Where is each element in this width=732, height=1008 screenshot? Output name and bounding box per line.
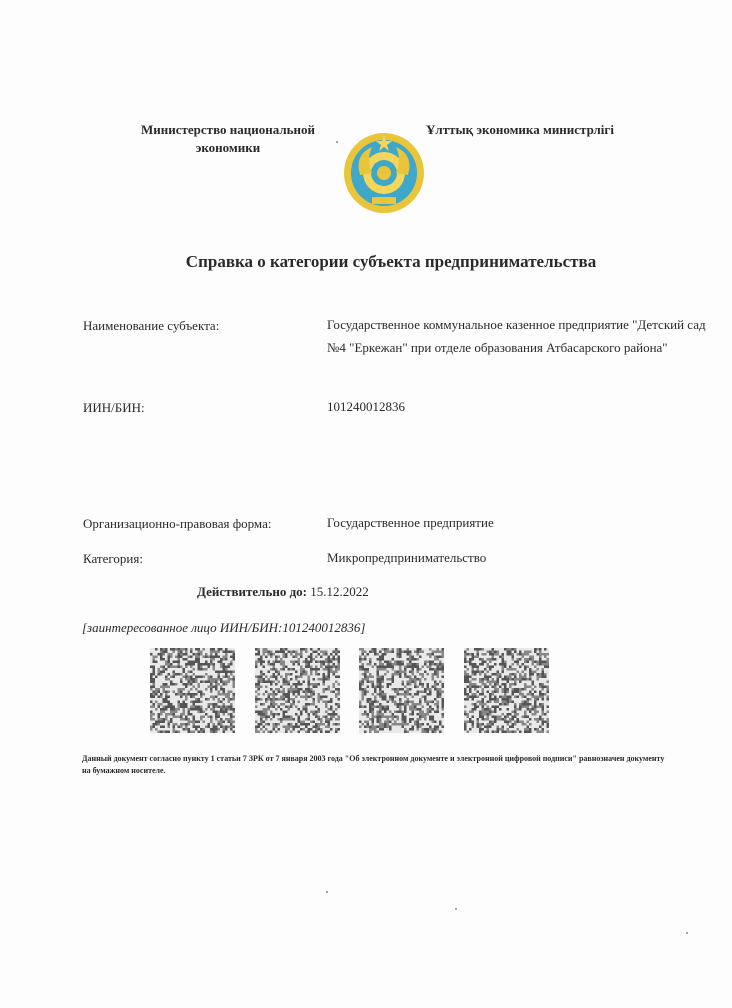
kazakhstan-state-emblem-icon (342, 131, 426, 215)
category-value: Микропредпринимательство (327, 550, 487, 565)
iin-value: 101240012836 (327, 399, 405, 414)
subject-name-value: Государственное коммунальное казенное предприятие "Детский сад №4 "Еркежан" при отделе образования Атбасарского района" (327, 317, 706, 355)
qr-code-icon (359, 648, 444, 733)
ministry-name-ru: Министерство национальной экономики (141, 122, 315, 155)
scan-speck (686, 932, 688, 934)
document-title: Справка о категории субъекта предпринимательства (185, 252, 597, 271)
legal-form-value: Государственное предприятие (327, 515, 494, 530)
legal-form-label: Организационно-правовая форма: (83, 516, 272, 531)
scan-speck (326, 891, 328, 893)
qr-code-icon (150, 648, 235, 733)
qr-code-icon (255, 648, 340, 733)
ministry-name-kz: Ұлттық экономика министрлігі (426, 122, 614, 137)
validity-date: 15.12.2022 (310, 584, 369, 599)
legal-footnote: Данный документ согласно пункту 1 статьи 7 ЗРК от 7 января 2003 года "Об электронном документе и электронной цифровой подписи" равнозначен документу на бумажном носителе. (82, 754, 665, 775)
qr-code-icon (464, 648, 549, 733)
scan-speck (336, 141, 338, 143)
subject-name-label: Наименование субъекта: (83, 318, 220, 333)
category-label: Категория: (83, 551, 143, 566)
scan-speck (455, 908, 457, 910)
interested-party: [заинтересованное лицо ИИН/БИН:101240012836] (82, 620, 366, 635)
validity-label: Действительно до: (197, 584, 307, 599)
validity-row (197, 584, 369, 600)
iin-label: ИИН/БИН: (83, 400, 145, 415)
